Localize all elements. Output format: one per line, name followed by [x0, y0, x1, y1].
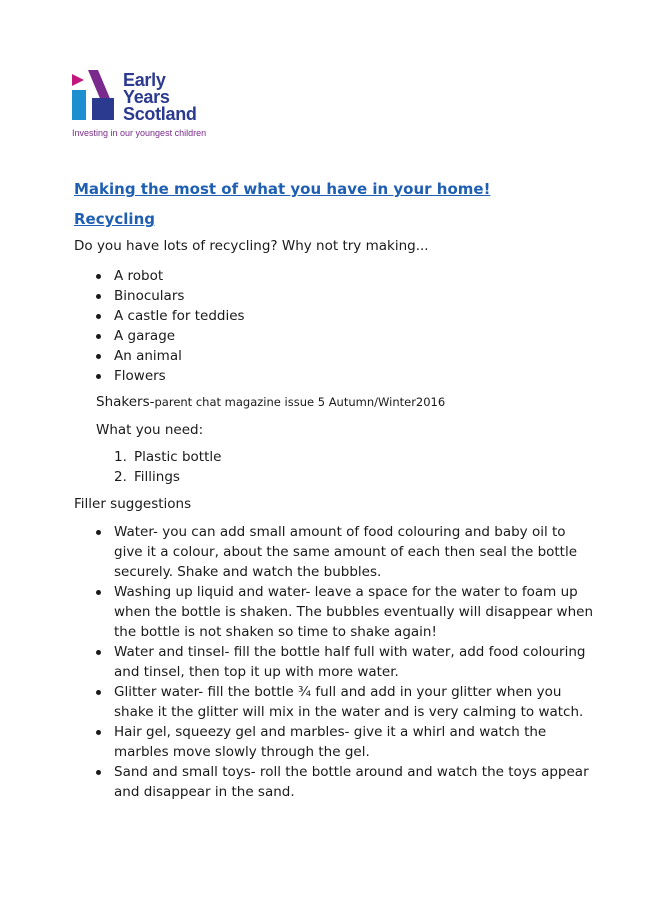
ideas-list: [74, 266, 594, 386]
list-item: Flowers: [96, 366, 594, 386]
list-number: 2.: [114, 469, 127, 485]
logo-line-years: Years: [123, 87, 170, 107]
logo-line-scotland: Scotland: [123, 104, 197, 124]
list-item: Sand and small toys- roll the bottle around and watch the toys appear and disappear in the sand.: [96, 762, 594, 802]
needs-list: [74, 447, 594, 487]
list-item: [114, 467, 594, 487]
logo-wordmark: [123, 72, 197, 123]
filler-label: Filler suggestions: [74, 496, 192, 512]
list-item: A castle for teddies: [96, 306, 594, 326]
list-item: Washing up liquid and water- leave a space for the water to foam up when the bottle is shaken. The bubbles eventually will disappear when the bottle is not shaken so time to shake again!: [96, 582, 594, 642]
list-item: Binoculars: [96, 286, 594, 306]
logo-tagline: Investing in our youngest children: [72, 128, 207, 138]
list-number: 1.: [114, 449, 127, 465]
logo-line-early: Early: [123, 70, 166, 90]
intro-text: Do you have lots of recycling? Why not try making...: [74, 238, 429, 254]
list-item: A garage: [96, 326, 594, 346]
list-item: Hair gel, squeezy gel and marbles- give it a whirl and watch the marbles move slowly through the gel.: [96, 722, 594, 762]
list-text: Fillings: [134, 469, 180, 485]
list-text: Plastic bottle: [134, 449, 222, 465]
list-item: Water- you can add small amount of food colouring and baby oil to give it a colour, about the same amount of each then seal the bottle securely. Shake and watch the bubbles.: [96, 522, 594, 582]
list-item: Glitter water- fill the bottle ¾ full and add in your glitter when you shake it the glitter will mix in the water and is very calming to watch.: [96, 682, 594, 722]
list-item: [114, 447, 594, 467]
page-title: Making the most of what you have in your home!: [74, 180, 491, 198]
early-years-scotland-logo: [70, 66, 230, 142]
need-label: What you need:: [96, 422, 204, 438]
document-body: [74, 180, 594, 802]
list-item: A robot: [96, 266, 594, 286]
shakers-heading: [96, 394, 594, 410]
shakers-title: Shakers-: [96, 394, 155, 410]
shakers-source: parent chat magazine issue 5 Autumn/Winter2016: [154, 395, 446, 409]
list-item: An animal: [96, 346, 594, 366]
fillers-list: [74, 522, 594, 802]
list-item: Water and tinsel- fill the bottle half full with water, add food colouring and tinsel, then top it up with more water.: [96, 642, 594, 682]
section-heading: Recycling: [74, 210, 155, 228]
logo-mark-icon: [70, 70, 122, 126]
